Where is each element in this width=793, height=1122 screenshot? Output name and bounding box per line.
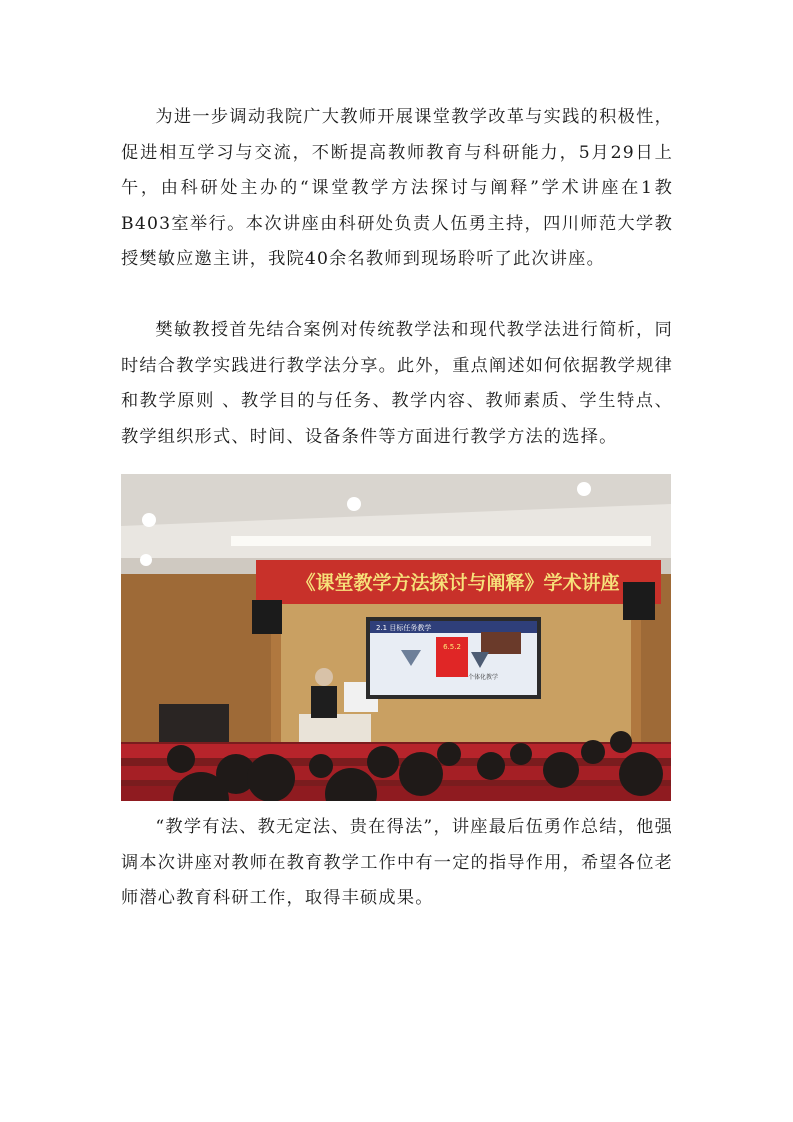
- paragraph-summary: “教学有法、教无定法、贵在得法”，讲座最后伍勇作总结，他强调本次讲座对教师在教育教学工作中有一定的指导作用，希望各位老师潜心教育科研工作，取得丰硕成果。: [121, 817, 673, 908]
- lecturer: [311, 686, 337, 718]
- screen-heading: 2.1 目标任务教学: [376, 624, 432, 632]
- ceiling-light: [142, 513, 156, 527]
- speaker-left: [252, 600, 282, 634]
- speaker-right: [623, 582, 655, 620]
- screen-caption: 个体化教学: [467, 674, 499, 681]
- ceiling-light: [140, 554, 152, 566]
- lecture-photo: [121, 474, 671, 801]
- ceiling-light-strip: [231, 536, 651, 546]
- paragraph-lecture-content: 樊敏教授首先结合案例对传统教学法和现代教学法进行简析，同时结合教学实践进行教学法分享。此外，重点阐述如何依据教学规律和教学原则 、教学目的与任务、教学内容、教师素质、学生特点、教学组织形式、时间、设备条件等方面进行教学方法的选择。: [121, 320, 673, 447]
- equipment-cabinet: [159, 704, 229, 746]
- banner-text: 《课堂教学方法探讨与阐释》学术讲座: [296, 572, 620, 594]
- ceiling-light: [577, 482, 591, 496]
- screen-badge: 6.5.2: [443, 643, 461, 651]
- paragraph-intro: 为进一步调动我院广大教师开展课堂教学改革与实践的积极性，促进相互学习与交流，不断提高教师教育与科研能力，5月29日上午，由科研处主办的“课堂教学方法探讨与阐释”学术讲座在1教B403室举行。本次讲座由科研处负责人伍勇主持，四川师范大学教授樊敏应邀主讲，我院40余名教师到现场聆听了此次讲座。: [121, 107, 673, 269]
- ceiling-light: [347, 497, 361, 511]
- podium: [299, 714, 371, 746]
